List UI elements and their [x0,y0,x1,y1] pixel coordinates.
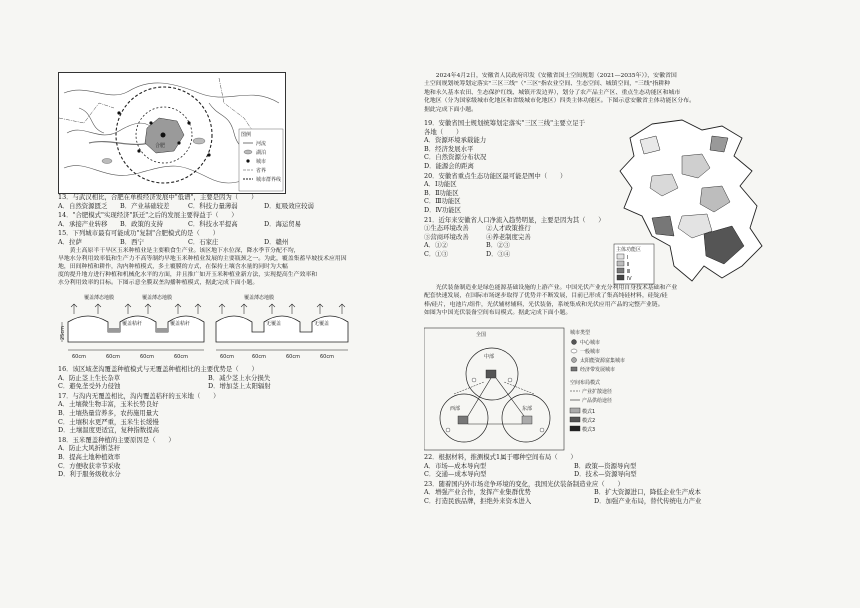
fig2-right-bare-2: 无覆盖 [314,321,330,327]
q22-option-b[interactable]: B．政策—资源导向型 [574,461,637,470]
intro-line: 2024年4月2日，安徽省人民政府印发《安徽省国土空间规划（2021—2035年）》，安徽省国 [424,73,677,79]
intro-line: 据此完成下面小题。 [424,106,478,113]
hefei-label: 合肥 [155,143,166,149]
q18-option-a[interactable]: A．防止大风折断茎秆 [58,444,121,453]
q16-option-d[interactable]: D．增加茎上太阳辐射 [208,382,271,391]
left-column [58,192,358,288]
map2-legend-title: 主体功能区 [616,247,642,253]
fig2-dim: 60cm [140,354,154,360]
q13-option-a[interactable]: A．自然资源匮乏 [58,201,108,210]
q15-option-c[interactable]: C．石家庄 [188,237,219,246]
q18-stem: 18．玉米覆盖种植的主要原因是（ ） [58,435,175,444]
passage2-line: 黄土高原半干旱区玉米种植业是主要粮食生产业。该区地下水位深，降水季节分配不均， [58,247,300,254]
region-central: 中部 [484,354,495,360]
right-column-q22-23 [424,452,814,506]
fig2-label-2: 覆盖薄态地膜 [142,295,173,301]
q15-option-b[interactable]: B．西宁 [120,237,144,246]
q21-option-d[interactable]: D．③④ [486,249,511,258]
ridge-furrow-figure [58,292,358,362]
fig2-left-mulch-1: 覆盖秸秆 [122,321,143,327]
q19-stem-2: 各地（ ） [424,127,463,136]
q21-option-c[interactable]: C．①③ [424,249,449,258]
q18-option-b[interactable]: B．提高土地种植效率 [58,452,121,461]
fig2-label-3: 覆盖薄态地膜 [244,295,275,301]
city-type-title: 城市类型 [570,330,591,336]
q21-item-3: ③营商环境改善 [424,232,469,241]
fig2-dim: 60cm [220,354,234,360]
q16-option-a[interactable]: A．防止茎上生长杂草 [58,373,121,382]
q13-options [58,202,358,211]
passage-photovoltaic [424,284,814,318]
city-type-general: 一般城市 [580,349,601,355]
q21-items-row1 [424,224,624,233]
legend-lake: 湖泊 [256,150,267,156]
q22-stem: 22．根据材料，推测模式1属于哪种空间布局（ ） [424,453,577,461]
q22-options-row2 [424,470,814,479]
q19-stem: 19．安徽省国土规划统筹划定落实"三区三线"主要立足于 [424,119,585,127]
q21-option-a[interactable]: A．①② [424,241,448,250]
intro-line: 化地区（分为国家级城市化地区和省级城市化地区）四类主体功能区。下图示意安徽省主体功能区分布。 [424,98,695,105]
q18-option-c[interactable]: C．方便收获幸节采收 [58,461,121,470]
left-column-lower [58,364,358,479]
q19-option-a[interactable]: A．资源环境承载能力 [424,136,487,145]
map2-legend-zone-1: Ⅰ [627,255,629,261]
legend-province: 省界 [256,168,267,174]
pv-layout-figure [424,322,814,452]
q13-stem: 13．与武汉相比，合肥在单极经济发展中"低谱"，主要是因为（ ） [58,193,258,201]
q13-option-c[interactable]: C．科技力量薄弱 [188,201,238,210]
q21-item-4: ④养老制度完善 [486,232,531,241]
fig2-dim: 60cm [286,354,300,360]
intro-line: 土空间规划统筹划定落实"三区三线"（"三区"指农业空间、生态空间、城镇空间，"三线"指耕种 [424,81,670,88]
anhui-map-svg [612,116,772,286]
q19-option-b[interactable]: B．经济发展水平 [424,144,474,153]
q19-option-d[interactable]: D．能源会的距离 [424,161,474,170]
q19-option-c[interactable]: C．自然资源分布状况 [424,153,487,162]
q16-option-c[interactable]: C．避免垄受外力侵蚀 [58,382,121,391]
city-type-economic: 经济带发展城市 [580,367,616,373]
passage3-line: 配套快速发展，在国际市场逐步取得了优势并不断发展，目前已形成了集高纯硅材料，硅锭/硅 [424,293,668,300]
q20-option-d[interactable]: D．Ⅳ功能区 [424,205,462,214]
region-west: 西部 [450,406,461,412]
q14-option-c[interactable]: C．科技水平提高 [188,219,238,228]
passage3-line: 光伏装备制造业是绿色能源基础设施的上游产业。中国光伏产业充分利用自身技术基础和产业 [424,285,678,291]
right-column-q19-21 [424,118,624,259]
city-type-solar: 太阳能资源富集城市 [580,358,626,364]
hefei-region-map [58,72,286,194]
q14-option-b[interactable]: B．政策的支持 [120,219,164,228]
q22-option-c[interactable]: C．交通—成本导向型 [424,470,487,479]
q16-stem: 16．该区域垄沟覆盖种植模式与无覆盖种植相比的主要优势是（ ） [58,365,258,373]
q17-stem: 17．与沟内无覆盖相比，沟内覆盖秸秆的玉米地（ ） [58,391,220,400]
q21-option-b[interactable]: B．②③ [486,241,510,250]
fig2-dim: 60cm [72,354,86,360]
map2-legend-zone-3: Ⅲ [627,269,631,275]
q15-options [58,238,358,247]
q21-options-row1 [424,241,624,250]
q23-option-c[interactable]: C．打造民族品牌，拒绝外来资本进入 [424,496,532,505]
q15-stem: 15．下列城市最有可能成功"复制"合肥模式的是（ ） [58,229,219,238]
fig2-dim: 60cm [106,354,120,360]
q20-option-c[interactable]: C．Ⅲ功能区 [424,197,461,206]
q22-option-d[interactable]: D．技术—资源导向型 [574,470,637,479]
passage2-line: 度的提升地方进行种植和机械化水平的方面，并且推广如开玉米种植业新方法，实现提高生产效率和 [58,272,318,279]
mode-3: 模式3 [582,427,596,433]
ridge-furrow-svg [58,292,358,362]
q23-options-row2 [424,497,814,506]
fig2-left-mulch-2: 覆盖秸秆 [170,321,191,327]
pv-layout-svg [424,322,814,452]
fig3-title: 全国 [476,332,487,338]
q21-stem: 21．近年来安徽省人口净流入趋势明显，主要是因为其（ ） [424,215,605,224]
q16-options-row1 [58,374,358,383]
passage3-line: 如图为中国光伏装备空间布局模式。据此完成下面小题。 [424,310,572,317]
map2-legend-zone-4: Ⅳ [627,276,632,282]
q14-option-a[interactable]: A．承接产业转移 [58,219,108,228]
q17-option-d[interactable]: D．土壤温度更适宜，复种指数提高 [58,426,159,435]
map2-legend-zone-2: Ⅱ [627,262,630,268]
q13-option-b[interactable]: B．产业基础较差 [120,201,170,210]
q15-option-a[interactable]: A．拉萨 [58,237,82,246]
mode-2: 模式2 [582,418,596,424]
right-column-intro [424,72,814,114]
fig2-dim: 60cm [252,354,266,360]
q16-option-b[interactable]: B．减少茎上水分损失 [208,373,271,382]
q23-option-a[interactable]: A．增强产业合作，发挥产业集群优势 [424,488,531,497]
region-east: 东部 [522,406,533,412]
intro-line: 地和永久基本农田、生态保护红线、城镇开发边界），划分了农产品主产区、重点生态功能区和城市 [424,89,681,96]
pattern-title: 空间布局模式 [570,380,601,386]
legend-city: 城市 [256,159,267,165]
fig2-depth: 25cm [60,326,66,340]
q17-option-a[interactable]: A．土壤微生物丰富，玉米长势良好 [58,400,159,409]
mode-1: 模式1 [582,409,596,415]
legend-city-cluster: 城市群界线 [256,177,282,183]
q21-options-row2 [424,250,624,259]
q14-stem: 14．"合肥模式"实现经济"跃迁"之后的发展主要得益于（ ） [58,211,238,220]
q17-option-b[interactable]: B．土壤热量营养多，农药施用量大 [58,408,159,417]
q23-stem: 23．随着国内外市场竞争环境的变化，我国光伏装备制造业应（ ） [424,479,624,488]
q21-item-2: ②人才政策推行 [486,224,531,233]
passage2-line: 地，田间种植和耕作，沟内种植模式，多土覆膜的方式，在保持土壤含水量的同时为大幅 [58,263,288,270]
q20-stem: 20．安徽省重点生态功能区最可能是图中（ ） [424,171,567,180]
q22-option-a[interactable]: A．市场—成本导向型 [424,461,487,470]
passage3-line: 棒/硅片，电池片/组件，光伏辅材辅料，光伏装备，系统集成和光伏应用产品的完整产业链。 [424,301,664,308]
passage2-line: 水分利用效率的目标。下图示意全膜双垄沟播种植模式，据此完成下面小题。 [58,280,259,287]
anhui-function-zone-map [612,116,772,286]
q14-option-d[interactable]: D．海运贸易 [264,219,302,228]
q21-items-row2 [424,233,624,242]
q15-option-d[interactable]: D．赣州 [264,237,289,246]
fig2-right-bare-1: 无覆盖 [266,321,282,327]
fig2-dim: 60cm [320,354,334,360]
pattern-product: 产品供给途径 [582,398,613,404]
passage-loess-plateau [58,247,358,288]
pattern-industry: 产业扩散途径 [582,389,613,395]
q13-option-d[interactable]: D．虹吸效应较弱 [264,201,314,210]
q23-options-row1 [424,488,814,497]
fig2-dim: 60cm [174,354,188,360]
q18-option-d[interactable]: D．利于服务级收水分 [58,470,121,479]
city-type-center: 中心城市 [580,340,601,346]
hefei-map-svg [59,73,285,193]
q20-option-a[interactable]: A．Ⅰ功能区 [424,180,457,189]
map2-legend [614,244,654,284]
q23-option-d[interactable]: D．加强产业布局，替代传统电力产业 [594,496,702,505]
q21-item-1: ①生态环境改善 [424,224,469,233]
q16-options-row2 [58,382,358,391]
q23-option-b[interactable]: B．扩大资源进口，降低企业生产成本 [594,488,701,497]
q20-option-b[interactable]: B．Ⅱ功能区 [424,188,459,197]
q22-options-row1 [424,462,814,471]
passage2-line: 旱地水分利用效率低和生产力不高等制约早地玉米种植业发展的主要瓶颈之一。为此，覆盖集蓄旱坡技术应用因 [58,255,347,262]
map1-legend-title: 图例 [241,132,252,138]
fig2-label-1: 覆盖薄态地膜 [84,295,115,301]
q14-options [58,220,358,229]
q17-option-c[interactable]: C．土壤积水更严重，玉米生长缓慢 [58,417,159,426]
legend-river: 河流 [256,141,267,147]
